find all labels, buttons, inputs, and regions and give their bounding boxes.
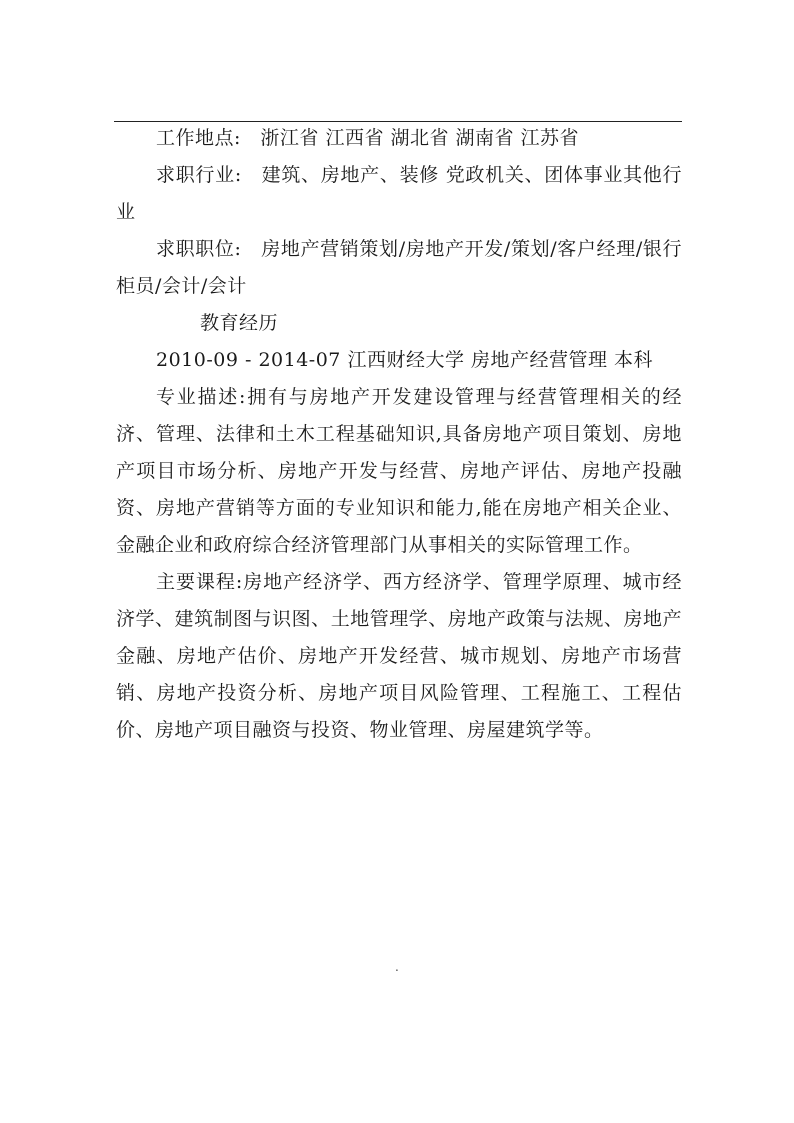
main-courses: 主要课程:房地产经济学、西方经济学、管理学原理、城市经济学、建筑制图与识图、土地管理学、房地产政策与法规、房地产金融、房地产估价、房地产开发经营、城市规划、房地产市场营销、房地产投资分析、房地产项目风险管理、工程施工、工程估价、房地产项目融资与投资、物业管理、房屋建筑学等。 [116,571,682,741]
position-line: 求职职位: 房地产营销策划/房地产开发/策划/客户经理/银行柜员/会计/会计 [116,238,682,297]
education-heading: 教育经历 [200,312,279,334]
work-location-line: 工作地点: 浙江省 江西省 湖北省 湖南省 江苏省 [156,127,580,149]
major-description: 专业描述:拥有与房地产开发建设管理与经营管理相关的经济、管理、法律和土木工程基础知识,具备房地产项目策划、房地产项目市场分析、房地产开发与经营、房地产评估、房地产投融资、房地产营销等方面的专业知识和能力,能在房地产相关企业、金融企业和政府综合经济管理部门从事相关的实际管理工作。 [116,386,682,556]
footer-mark: . [395,960,399,974]
education-entry: 2010-09 - 2014-07 江西财经大学 房地产经营管理 本科 [156,349,654,371]
resume-content [116,120,682,749]
industry-line: 求职行业: 建筑、房地产、装修 党政机关、团体事业其他行业 [116,164,682,223]
